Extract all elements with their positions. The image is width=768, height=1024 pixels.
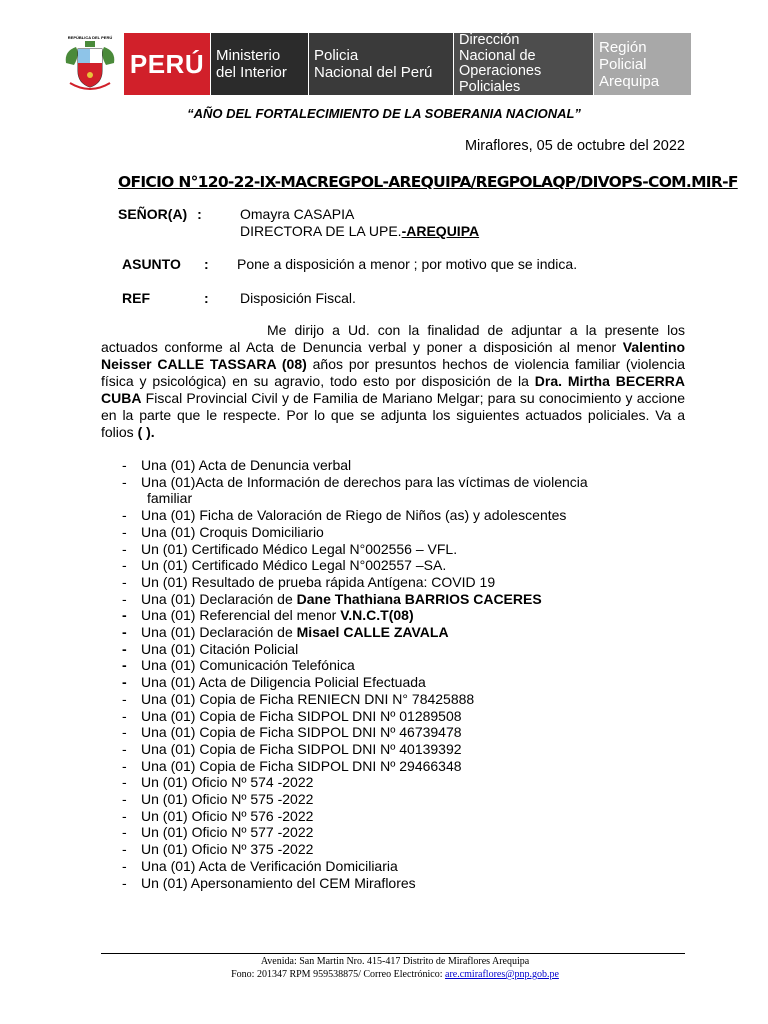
list-item: [122, 474, 685, 507]
list-dash: -: [122, 573, 127, 590]
ref-label: REF: [122, 290, 150, 306]
list-item-text: Una (01) Citación Policial: [141, 640, 299, 657]
direccion-line3: Operaciones: [459, 63, 542, 79]
list-dash: -: [122, 807, 127, 824]
list-item: [122, 758, 685, 775]
list-item-text: Un (01) Oficio Nº 574 -2022: [141, 774, 314, 791]
list-item-bold: V.N.C.T(08): [340, 607, 414, 624]
policia-line1: Policia: [314, 47, 359, 64]
list-item: [122, 457, 685, 474]
list-item: [122, 741, 685, 758]
list-item-text: Una (01) Copia de Ficha SIDPOL DNI Nº 29466348: [141, 757, 462, 774]
header-banner: [56, 33, 692, 95]
list-item-bold: Dane Thathiana BARRIOS CACERES: [296, 590, 542, 607]
policia-block: [308, 33, 453, 95]
recipient-label: SEÑOR(A): [118, 206, 188, 222]
asunto-text: Pone a disposición a menor ; por motivo que se indica.: [237, 256, 578, 272]
footer-address: Avenida: San Martin Nro. 415-417 Distrito de Miraflores Arequipa: [260, 956, 530, 967]
list-item-text: Un (01) Oficio Nº 576 -2022: [141, 807, 314, 824]
list-item: [122, 541, 685, 558]
list-dash: -: [122, 724, 127, 741]
footer: [0, 955, 768, 981]
list-dash: -: [122, 507, 127, 524]
list-item-text: Un (01) Oficio Nº 375 -2022: [141, 841, 314, 858]
list-item-text: Una (01) Copia de Ficha SIDPOL DNI Nº 40139392: [141, 740, 462, 757]
list-item: [122, 858, 685, 875]
list-item-text: Una (01) Acta de Verificación Domiciliaria: [141, 857, 398, 874]
region-block: [593, 33, 691, 95]
list-item: [122, 824, 685, 841]
body-paragraph: [101, 322, 685, 441]
list-item: [122, 524, 685, 541]
ministerio-line2: del Interior: [216, 64, 287, 81]
list-item-text: Una (01) Referencial del menor: [141, 607, 341, 624]
list-item: [122, 724, 685, 741]
list-dash: -: [122, 857, 127, 874]
attachments-list: [122, 457, 685, 891]
list-dash: -: [122, 457, 127, 473]
list-item: [122, 557, 685, 574]
list-item-text: Una (01) Ficha de Valoración de Riego de Niños (as) y adolescentes: [141, 507, 567, 524]
list-dash: -: [122, 824, 127, 841]
list-item-text: Una (01) Acta de Diligencia Policial Efectuada: [141, 674, 426, 691]
list-item: [122, 607, 685, 624]
list-item-text: Un (01) Oficio Nº 575 -2022: [141, 791, 314, 808]
list-item-bold: Misael CALLE ZAVALA: [296, 624, 449, 641]
list-item: [122, 574, 685, 591]
region-line1: Región: [599, 38, 647, 56]
body-part2: años por presuntos hechos de violencia familiar (violencia física y psicológica) en su agravio, todo esto por disposición de la: [101, 356, 686, 389]
footer-email-link[interactable]: are.cmiraflores@pnp.gob.pe: [445, 969, 559, 980]
list-dash: -: [122, 874, 127, 891]
list-dash: -: [122, 774, 127, 791]
minor-name: Valentino Neisser CALLE TASSARA (08): [101, 339, 685, 372]
list-item-text: Una (01) Declaración de: [141, 624, 297, 641]
ref-sep: :: [204, 290, 209, 306]
recipient-label-row: [118, 206, 202, 222]
footer-contact: [0, 968, 768, 981]
list-item: [122, 674, 685, 691]
recipient-title-prefix: DIRECTORA DE LA UPE.: [240, 223, 402, 239]
list-dash: -: [122, 791, 127, 808]
ministerio-line1: Ministerio: [216, 47, 281, 64]
list-item-text: Una (01) Declaración de: [141, 590, 297, 607]
letter-date: Miraflores, 05 de octubre del 2022: [464, 138, 685, 154]
folios-count: ( ).: [137, 424, 155, 440]
recipient-title: [240, 223, 479, 239]
list-dash: -: [122, 590, 127, 607]
list-item: [122, 691, 685, 708]
list-dash: -: [122, 674, 127, 691]
peru-label: PERÚ: [124, 33, 210, 95]
ministerio-block: [210, 33, 308, 95]
list-dash: -: [122, 523, 127, 540]
body-part3: Fiscal Provincial Civil y de Familia de Mariano Melgar; para su conocimiento y accione en la parte que le respecte. Por lo que se adjunta los siguientes actuados policiales. Va a folios: [101, 390, 685, 440]
list-item: [122, 624, 685, 641]
oficio-number: OFICIO N°120-22-IX-MACREGPOL-AREQUIPA/REGPOLAQP/DIVOPS-COM.MIR-F: [118, 173, 738, 191]
list-item-text: Una (01) Copia de Ficha SIDPOL DNI Nº 46739478: [141, 724, 462, 741]
list-item-text: Una (01) Comunicación Telefónica: [141, 657, 355, 674]
recipient-sep: :: [197, 206, 202, 222]
recipient-title-city: -AREQUIPA: [401, 223, 480, 239]
asunto-label: ASUNTO: [122, 256, 181, 272]
coat-of-arms-icon: [56, 33, 124, 95]
asunto-sep: :: [204, 256, 209, 272]
list-item-text: Un (01) Resultado de prueba rápida Antígena: COVID 19: [141, 573, 496, 590]
year-motto: “AÑO DEL FORTALECIMIENTO DE LA SOBERANIA NACIONAL”: [187, 106, 581, 121]
list-item-text: Un (01) Apersonamiento del CEM Miraflores: [141, 874, 416, 891]
list-dash: -: [122, 557, 127, 574]
region-line3: Arequipa: [599, 72, 660, 90]
list-item-text: Un (01) Certificado Médico Legal N°002557 –SA.: [141, 557, 447, 574]
list-item-text: Un (01) Oficio Nº 577 -2022: [141, 824, 314, 841]
direccion-block: [453, 33, 593, 95]
list-item-text: Una (01) Copia de Ficha SIDPOL DNI Nº 01289508: [141, 707, 462, 724]
list-item: [122, 808, 685, 825]
list-item-text: Un (01) Certificado Médico Legal N°002556 – VFL.: [141, 540, 458, 557]
list-dash: -: [122, 841, 127, 858]
list-item-text: Una (01) Acta de Denuncia verbal: [141, 457, 352, 473]
list-dash: -: [122, 707, 127, 724]
list-item: [122, 875, 685, 892]
ref-text: Disposición Fiscal.: [240, 290, 356, 306]
footer-divider: [101, 953, 685, 954]
direccion-line1: Dirección: [459, 32, 520, 48]
list-dash: -: [122, 540, 127, 557]
list-item-text: Una (01) Croquis Domiciliario: [141, 523, 324, 540]
list-dash: -: [122, 607, 127, 624]
list-dash: -: [122, 624, 127, 641]
footer-phone: Fono: 201347 RPM 959538875/ Correo Electrónico:: [231, 969, 445, 980]
list-dash: -: [122, 473, 127, 490]
list-item-text: Una (01)Acta de Información de derechos para las víctimas de violencia: [141, 473, 588, 490]
list-dash: -: [122, 740, 127, 757]
body-part1: Me dirijo a Ud. con la finalidad de adjuntar a la presente los actuados conforme al Acta de Denuncia verbal y poner a disposición al menor: [101, 322, 685, 355]
policia-line2: Nacional del Perú: [314, 64, 433, 81]
list-item-text: Una (01) Copia de Ficha RENIECN DNI N° 78425888: [141, 690, 475, 707]
region-line2: Policial: [599, 55, 647, 73]
list-dash: -: [122, 690, 127, 707]
list-item: [122, 708, 685, 725]
list-item: [122, 774, 685, 791]
list-dash: -: [122, 640, 127, 657]
list-item-continuation: familiar: [147, 490, 193, 507]
direccion-line2: Nacional de: [459, 47, 536, 64]
coat-label: REPÚBLICA DEL PERÚ: [67, 35, 113, 40]
list-item: [122, 657, 685, 674]
list-item: [122, 791, 685, 808]
recipient-name: Omayra CASAPIA: [240, 206, 355, 222]
direccion-line4: Policiales: [459, 78, 521, 95]
list-item: [122, 641, 685, 658]
fiscal-name: Dra. Mirtha BECERRA CUBA: [101, 373, 685, 406]
list-item: [122, 841, 685, 858]
list-item: [122, 507, 685, 524]
list-dash: -: [122, 757, 127, 774]
list-item: [122, 591, 685, 608]
list-dash: -: [122, 657, 127, 674]
